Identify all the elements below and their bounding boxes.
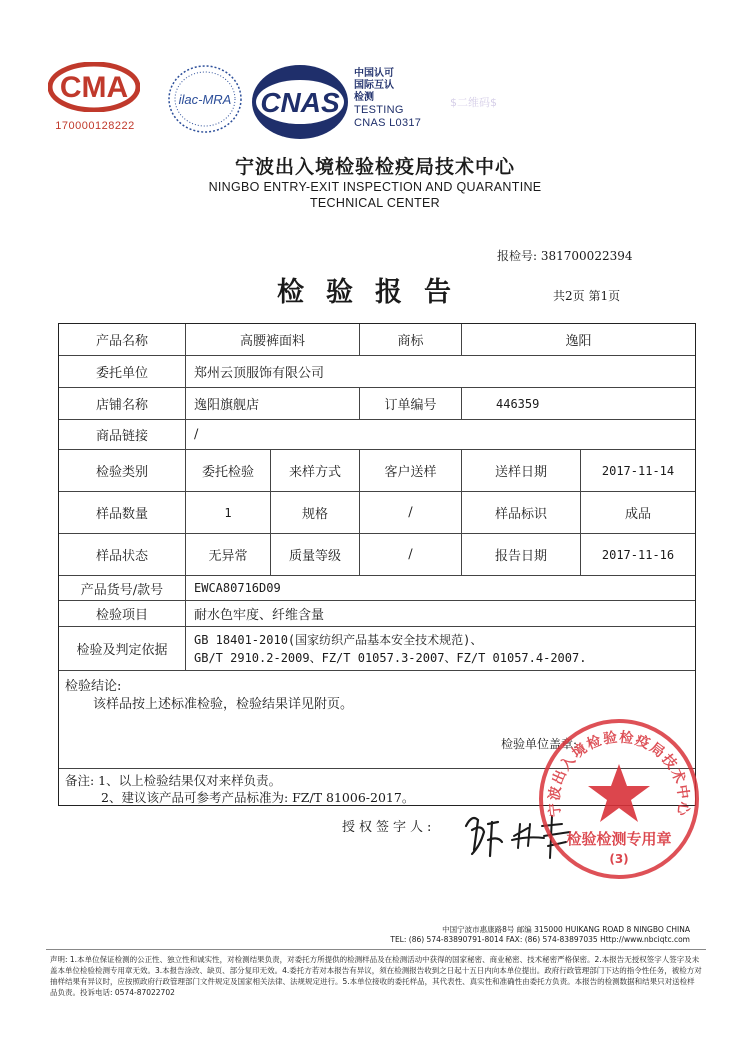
product-name-value: 高腰裤面料 [186,324,360,355]
report-number [497,247,633,264]
table-row [59,534,695,576]
table-row [59,324,695,356]
cnas-en-line-1: TESTING [354,104,404,116]
product-link-label: 商品链接 [59,420,186,449]
shop-value: 逸阳旗舰店 [186,388,360,419]
inspection-type-label: 检验类别 [59,450,186,491]
inspection-type-value: 委托检验 [186,450,271,491]
seal-center-text: 检验检测专用章 [566,830,672,848]
table-row [59,356,695,388]
faint-qr-stamp: $二维码$ [450,96,497,109]
conclusion-label: 检验结论: [65,679,122,694]
cma-text: CMA [59,71,129,104]
official-seal [536,716,702,882]
ilac-text: ilac-MRA [178,92,232,107]
test-items-label: 检验项目 [59,601,186,626]
item-number-label: 产品货号/款号 [59,576,186,600]
authorized-signatory-label: 授权签字人: [342,820,436,835]
specification-value: / [360,492,462,533]
inspection-unit-seal-label: 检验单位盖章: [501,737,578,751]
footer-contact: TEL: (86) 574-83890791-8014 FAX: (86) 574-83897035 Http://www.nbciqtc.com [390,935,690,944]
test-items-value: 耐水色牢度、纤维含量 [194,608,325,623]
table-row [59,492,695,534]
sample-quantity-label: 样品数量 [59,492,186,533]
product-name-label: 产品名称 [59,324,186,355]
client-value: 郑州云顶服饰有限公司 [194,366,325,381]
page-info: 共2页 第1页 [553,289,621,303]
specification-label: 规格 [271,492,360,533]
remark-line-2: 2、建议该产品可参考产品标准为: FZ/T 81006-2017。 [101,790,415,805]
report-title: 检验报告 [277,277,473,308]
cnas-cn-line-3: 检测 [354,92,374,103]
sample-state-label: 样品状态 [59,534,186,575]
table-row [59,388,695,420]
cma-number: 170000128222 [55,120,135,132]
cnas-cn-line-2: 国际互认 [354,80,394,91]
sample-id-label: 样品标识 [462,492,581,533]
product-link-value: / [194,427,199,442]
quality-grade-label: 质量等级 [271,534,360,575]
table-row [59,601,695,627]
organization-name-cn: 宁波出入境检验检疫局技术中心 [234,156,515,178]
brand-label: 商标 [360,324,462,355]
conclusion-text: 该样品按上述标准检验，检验结果详见附页。 [93,697,354,712]
shop-label: 店铺名称 [59,388,186,419]
sampling-method-value: 客户送样 [360,450,462,491]
sample-id-value: 成品 [624,507,651,522]
cma-mark [48,62,140,112]
test-basis-value [186,627,695,670]
quality-grade-value: / [360,534,462,575]
footer-address: 中国宁波市惠康路8号 邮编 315000 HUIKANG ROAD 8 NINGBO CHINA [442,925,690,934]
table-row [59,576,695,601]
seal-ring-text: 宁波出入境检验检疫局技术中心 [546,729,692,818]
submit-date-value: 2017-11-14 [601,463,675,478]
seal-number: (3) [609,852,629,866]
table-row [59,420,695,450]
test-basis-line-1: GB 18401-2010(国家纺织产品基本安全技术规范)、 [194,632,483,647]
client-label: 委托单位 [59,356,186,387]
submit-date-label: 送样日期 [462,450,581,491]
sample-state-value: 无异常 [186,534,271,575]
table-row [59,450,695,492]
table-row [59,627,695,671]
cnas-logo [250,62,350,142]
cma-logo [40,62,150,142]
ilac-mra-logo [166,64,244,134]
report-date-label: 报告日期 [462,534,581,575]
item-number-value: EWCA80716D09 [194,581,281,595]
organization-name-en-line-1: NINGBO ENTRY-EXIT INSPECTION AND QUARANTINE [208,180,542,194]
remark-line-1: 备注: 1、以上检验结果仅对来样负责。 [65,773,282,788]
footer-divider [46,949,706,950]
seal-star-icon [588,764,650,822]
cnas-accreditation-text [354,68,421,130]
cnas-en-line-2: CNAS L0317 [354,117,422,129]
sampling-method-label: 来样方式 [271,450,360,491]
organization-name-en-line-2: TECHNICAL CENTER [309,196,441,210]
report-number-label: 报检号: [497,249,538,263]
cnas-text: CNAS [260,87,340,118]
report-number-value: 381700022394 [540,249,633,263]
sample-quantity-value: 1 [186,492,271,533]
footer-disclaimer: 声明: 1.本单位保证检测的公正性、独立性和诚实性，对检测结果负责，对委托方所提供的检测样品及在检测活动中获得的国家秘密、商业秘密、技术秘密严格保密。2.本报告无授权签字人签字及未盖本单位检验检测专用章无效。3.本报告涂改、缺页、部分复印无效。4.委托方若对本报告有异议，须在检测报告收到之日起十五日内向本单位提出。政府行政管理部门下达的指令性任务，被检方对抽样结果有异议时，应按照政府行政管理部门文件规定及国家相关法律、法规规定进行。5.本单位接收的委托样品，其代表性、真实性和准确性由委托方负责。本报告的检测数据和结果只对送检样品负责。投诉电话: 0574-87022702 [50,955,702,997]
report-date-value: 2017-11-16 [601,547,675,562]
order-number-value: 446359 [496,396,540,411]
brand-value: 逸阳 [565,334,592,349]
test-basis-line-2: GB/T 2910.2-2009、FZ/T 01057.3-2007、FZ/T 01057.4-2007. [194,650,587,665]
order-number-label: 订单编号 [360,388,462,419]
test-basis-label: 检验及判定依据 [59,627,186,670]
cnas-cn-line-1: 中国认可 [354,68,394,79]
